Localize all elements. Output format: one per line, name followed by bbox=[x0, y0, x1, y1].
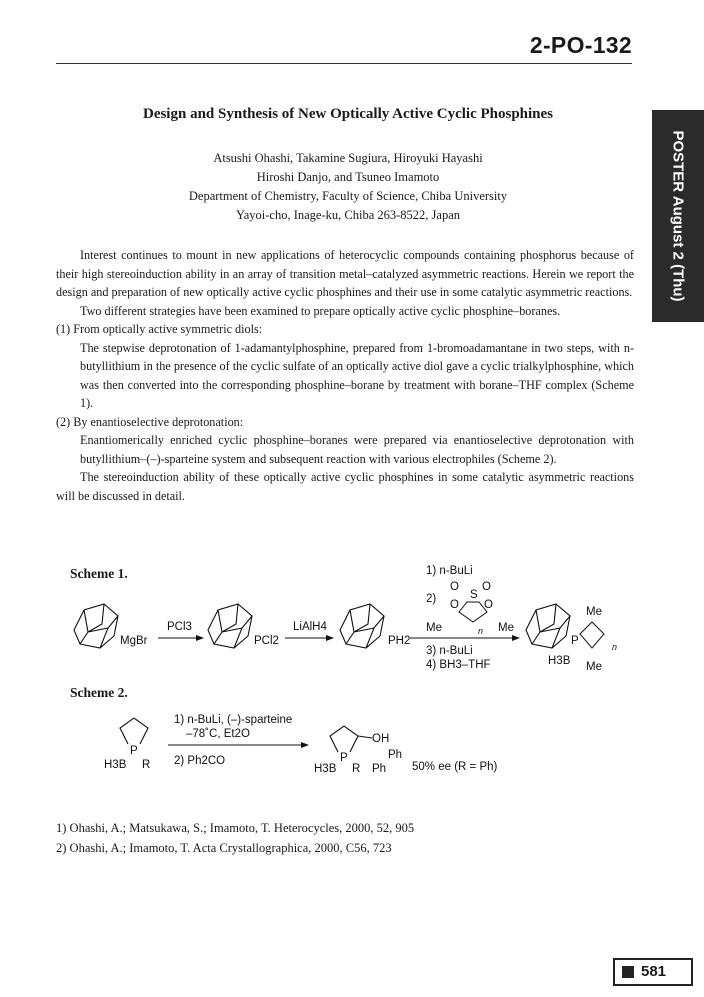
list-heading: (2) By enantioselective deprotonation: bbox=[56, 414, 244, 429]
paragraph: Two different strategies have been examined to prepare optically active cyclic phosphine–boranes. bbox=[80, 303, 561, 318]
me-right: Me bbox=[498, 622, 514, 634]
scheme2-diagram bbox=[0, 700, 704, 780]
address-line: Yayoi-cho, Inage-ku, Chiba 263-8522, Japan bbox=[235, 208, 461, 222]
phospholane-ring bbox=[120, 718, 148, 744]
scheme1-diagram bbox=[0, 560, 704, 690]
sulfate-o: O bbox=[450, 581, 459, 593]
phosphetane-ring bbox=[580, 622, 604, 648]
pcl2-label: PCl2 bbox=[254, 635, 279, 647]
phosphorus-p: P bbox=[571, 635, 579, 647]
sulfate-o: O bbox=[484, 599, 493, 611]
author-line: Hiroshi Danjo, and Tsuneo Imamoto bbox=[256, 170, 440, 184]
scheme2-label: Scheme 2. bbox=[70, 685, 128, 700]
ee-result: 50% ee (R = Ph) bbox=[412, 761, 498, 773]
reference-item: 2) Ohashi, A.; Imamoto, T. Acta Crystallographica, 2000, C56, 723 bbox=[56, 841, 392, 855]
poster-code: 2-PO-132 bbox=[529, 32, 632, 58]
repeat-n: n bbox=[478, 626, 484, 636]
condition-2: 2) Ph2CO bbox=[174, 755, 226, 767]
side-tab bbox=[652, 110, 704, 322]
step-2: 2) bbox=[426, 593, 437, 605]
reference-item: 1) Ohashi, A.; Matsukawa, S.; Imamoto, T. Heterocycles, 2000, 52, 905 bbox=[56, 821, 415, 835]
paper-title: Design and Synthesis of New Optically Active Cyclic Phosphines bbox=[142, 106, 554, 122]
me-bottom: Me bbox=[586, 661, 602, 673]
h3b-label: H3B bbox=[548, 655, 571, 667]
condition-1b: –78˚C, Et2O bbox=[186, 728, 250, 740]
me-left: Me bbox=[426, 622, 442, 634]
ph-label: Ph bbox=[388, 749, 403, 761]
condition-1: 1) n-BuLi, (–)-sparteine bbox=[174, 714, 293, 726]
header-rule bbox=[56, 63, 632, 64]
step-3: 3) n-BuLi bbox=[426, 645, 473, 657]
sulfate-o: O bbox=[450, 599, 459, 611]
square-icon bbox=[622, 966, 634, 978]
step-1: 1) n-BuLi bbox=[426, 565, 473, 577]
references bbox=[56, 818, 414, 858]
author-block bbox=[60, 149, 636, 225]
ph-label: Ph bbox=[372, 763, 387, 775]
phosphorus-p: P bbox=[340, 752, 348, 764]
me-top: Me bbox=[586, 606, 602, 618]
page-number: 581 bbox=[641, 963, 667, 980]
reagent-pcl3: PCl3 bbox=[167, 621, 192, 633]
list-text: Enantiomerically enriched cyclic phosphine–boranes were prepared via enantioselective deprotonation with butyllithium–(–)-sparteine system and subsequent reaction with various electrophiles (Scheme 2). bbox=[80, 433, 634, 466]
h3b-label: H3B bbox=[104, 759, 127, 771]
r-label: R bbox=[352, 763, 361, 775]
reagent-lialh4: LiAlH4 bbox=[293, 621, 327, 633]
author-line: Atsushi Ohashi, Takamine Sugiura, Hiroyuki Hayashi bbox=[213, 151, 483, 165]
h3b-label: H3B bbox=[314, 763, 337, 775]
product-ring bbox=[330, 726, 372, 752]
side-tab-label: POSTER August 2 (Thu) bbox=[669, 130, 687, 302]
ph2-label: PH2 bbox=[388, 635, 411, 647]
page-number-box bbox=[613, 958, 693, 986]
paragraph: Interest continues to mount in new applications of heterocyclic compounds containing phosphorus because of their high stereoinduction ability in an array of transition metal–catalyzed asymmetric reactions. Herein we report the design and preparation of new optically active cyclic phosphines and their use in some catalytic asymmetric reactions. bbox=[56, 248, 634, 299]
affiliation-line: Department of Chemistry, Faculty of Science, Chiba University bbox=[188, 189, 508, 203]
list-heading: (1) From optically active symmetric diols: bbox=[56, 322, 263, 336]
ring-n: n bbox=[612, 642, 618, 652]
oh-label: OH bbox=[372, 733, 390, 745]
paragraph: The stereoinduction ability of these optically active cyclic phosphines in some catalytic asymmetric reactions will be discussed in detail. bbox=[56, 470, 634, 503]
r-label: R bbox=[142, 759, 151, 771]
sulfate-s: S bbox=[470, 589, 478, 601]
list-text: The stepwise deprotonation of 1-adamantylphosphine, prepared from 1-bromoadamantane in two steps, with n-butyllithium in the presence of the cyclic sulfate of an optically active diol gave a cyclic trialkylphosphine, which was then converted into the corresponding phosphine–borane by treatment with borane–THF complex (Scheme 1). bbox=[80, 340, 634, 410]
abstract-body bbox=[56, 246, 634, 505]
phosphorus-p: P bbox=[130, 745, 138, 757]
cyclic-sulfate-structure bbox=[459, 602, 487, 622]
step-4: 4) BH3–THF bbox=[426, 659, 491, 671]
scheme1-label: Scheme 1. bbox=[70, 566, 128, 581]
mgbr-label: MgBr bbox=[120, 635, 148, 647]
sulfate-o: O bbox=[482, 581, 491, 593]
